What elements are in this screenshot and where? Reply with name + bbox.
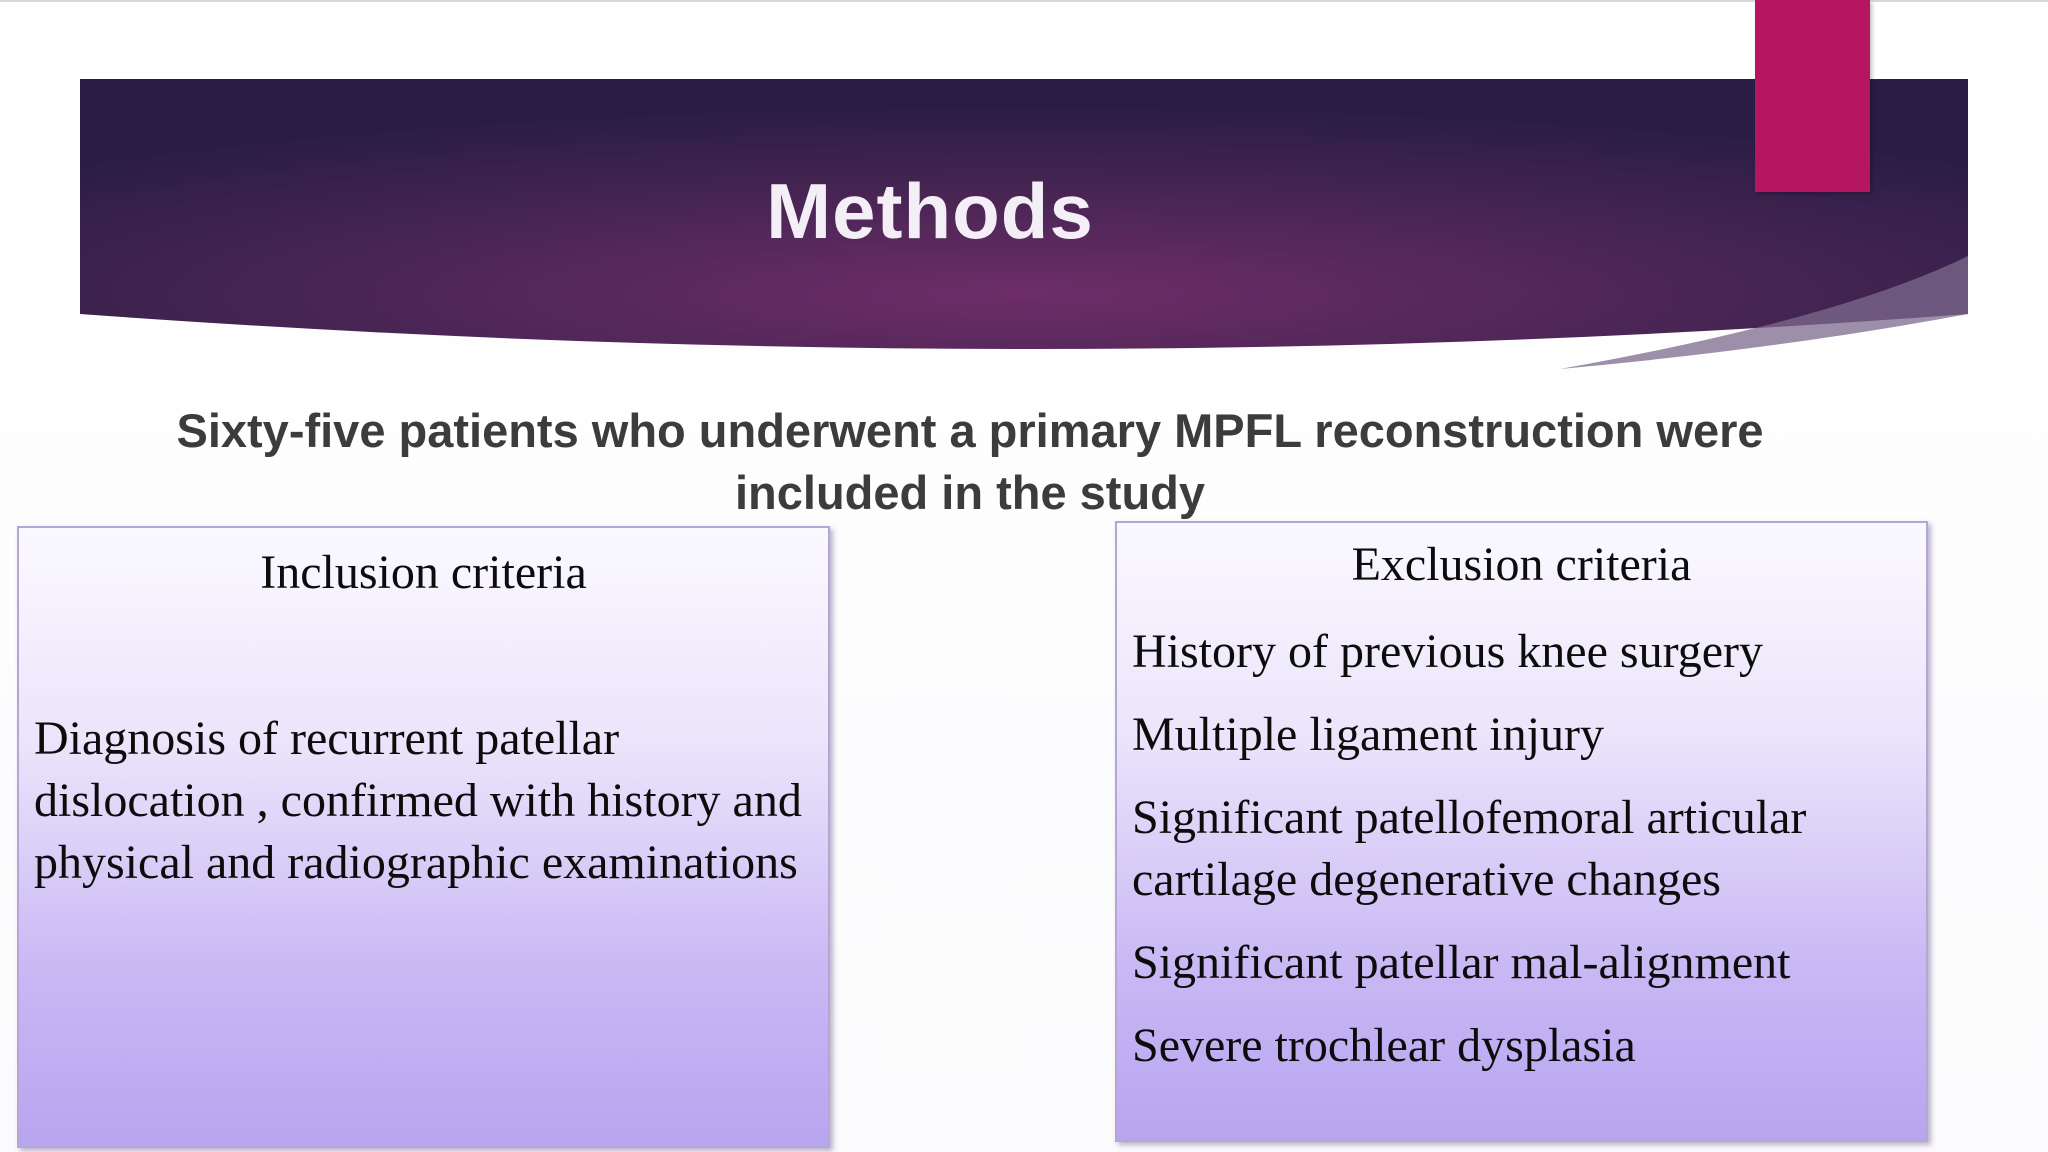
inclusion-criteria-box: [17, 526, 830, 1148]
exclusion-item: Severe trochlear dysplasia: [1132, 1019, 1636, 1072]
exclusion-item: Multiple ligament injury: [1132, 708, 1604, 761]
slide-subtitle: Sixty-five patients who underwent a primary MPFL reconstruction were included in the study: [176, 404, 1764, 519]
inclusion-text: Diagnosis of recurrent patellar dislocation , confirmed with history and physical and radiographic examinations: [34, 712, 802, 889]
top-divider: [0, 0, 2048, 2]
slide-title: Methods: [766, 167, 1094, 255]
exclusion-criteria-box: [1115, 521, 1928, 1142]
exclusion-heading: Exclusion criteria: [1351, 538, 1692, 591]
exclusion-item: Significant patellar mal-alignment: [1132, 936, 1791, 989]
exclusion-item: Significant patellofemoral articular cartilage degenerative changes: [1132, 791, 1807, 906]
accent-bar: [1755, 0, 1870, 192]
exclusion-list: [1132, 621, 1922, 1098]
inclusion-heading: Inclusion criteria: [260, 546, 587, 599]
exclusion-item: History of previous knee surgery: [1132, 625, 1763, 678]
